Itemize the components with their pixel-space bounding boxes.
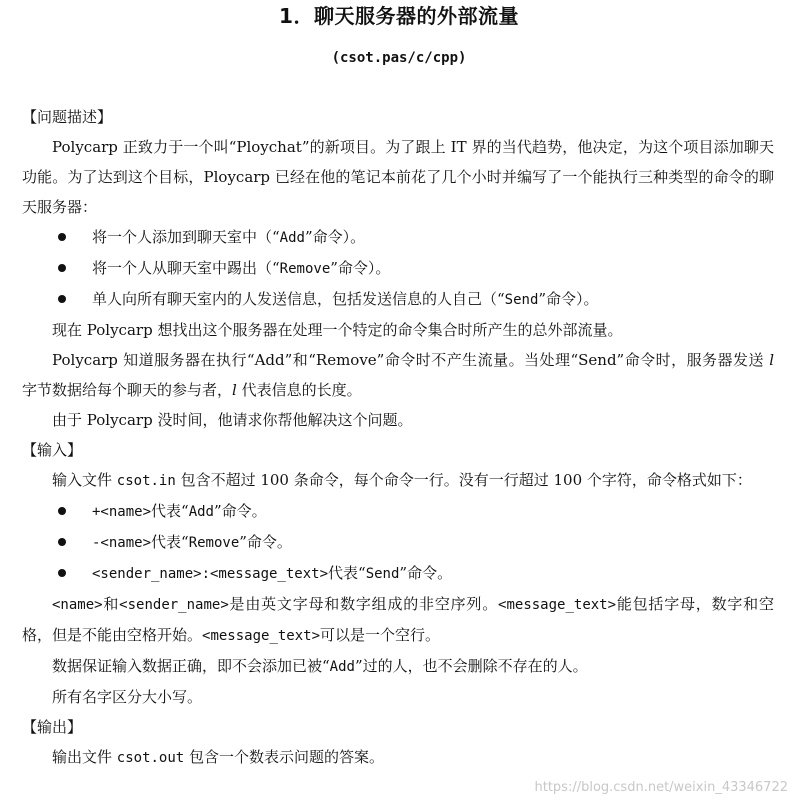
- list-item: [22, 284, 774, 315]
- code-text: <sender_name>:<message_text>: [92, 566, 329, 582]
- code-text: <name>: [52, 597, 103, 613]
- paragraph-text: 包含一个数表示问题的答案。: [184, 748, 384, 766]
- code-text: Remove: [279, 261, 331, 277]
- problem-paragraph-4: 由于 Polycarp 没时间，他请求你帮他解决这个问题。: [52, 411, 413, 429]
- list-item-text: ”命令。: [239, 533, 292, 551]
- list-item-text: 代表“: [151, 533, 189, 551]
- variable-l: l: [232, 381, 237, 399]
- paragraph-text: 是由英文字母和数字组成的非空序列。: [228, 595, 499, 613]
- paragraph-text: 输入文件: [52, 471, 117, 489]
- code-text: Remove: [188, 535, 240, 551]
- list-item-text: ”命令）。: [538, 290, 599, 308]
- paragraph-text: 输出文件: [52, 748, 117, 766]
- paragraph-text: 可以是一个空行。: [320, 626, 441, 644]
- paragraph-text: Polycarp 知道服务器在执行“Add”和“Remove”命令时不产生流量。当处理“Send”命令时，服务器发送: [52, 351, 770, 369]
- list-item-text: 将一个人从聊天室中踢出（“: [92, 259, 280, 277]
- problem-paragraph-2: 现在 Polycarp 想找出这个服务器在处理一个特定的命令集合时所产生的总外部流量。: [52, 321, 623, 339]
- output-file-name: csot.out: [116, 750, 185, 766]
- code-text: Add: [279, 230, 305, 246]
- code-text: Add: [329, 659, 355, 675]
- command-list: [22, 222, 774, 315]
- input-paragraph-2: [22, 589, 774, 651]
- list-item-text: 代表“: [151, 502, 189, 520]
- code-text: <message_text>: [498, 597, 617, 613]
- list-item: [22, 558, 774, 589]
- code-text: Add: [188, 504, 214, 520]
- paragraph-text: 代表信息的长度。: [236, 381, 362, 399]
- code-text: <message_text>: [202, 628, 321, 644]
- watermark: https://blog.csdn.net/weixin_43346722: [534, 780, 788, 795]
- paragraph-text: 数据保证输入数据正确，即不会添加已被“: [52, 657, 330, 675]
- problem-paragraph-1: Polycarp 正致力于一个叫“Ploychat”的新项目。为了跟上 IT 界的当代趋势，他决定，为这个项目添加聊天功能。为了达到这个目标，Ploycarp 已经在他的笔记本前花了几个小时并编写了一个能执行三种类型的命令的聊天服务器：: [22, 138, 774, 216]
- list-item: [22, 222, 774, 253]
- variable-l: l: [769, 351, 774, 369]
- code-text: +<name>: [92, 504, 152, 520]
- list-item-text: ”命令）。: [330, 259, 391, 277]
- problem-paragraph-3: [22, 345, 774, 405]
- list-item: [22, 527, 774, 558]
- output-paragraph-1: [22, 742, 774, 773]
- problem-title: 1．聊天服务器的外部流量: [279, 4, 519, 28]
- input-file-name: csot.in: [116, 473, 176, 489]
- input-heading: 【输入】: [22, 441, 83, 459]
- list-item-text: ”命令。: [399, 564, 453, 582]
- problem-description-heading: 【问题描述】: [22, 108, 113, 126]
- paragraph-text: 字节数据给每个聊天的参与者，: [22, 381, 233, 399]
- input-paragraph-3: [22, 651, 774, 682]
- input-paragraph-1: [22, 465, 774, 496]
- format-list: [22, 496, 774, 589]
- paragraph-text: 包含不超过 100 条命令，每个命令一行。没有一行超过 100 个字符，命令格式如下：: [175, 471, 752, 489]
- list-item: [22, 253, 774, 284]
- paragraph-text: 和: [102, 595, 120, 613]
- list-item-text: 将一个人添加到聊天室中（“: [92, 228, 280, 246]
- code-text: <sender_name>: [119, 597, 229, 613]
- list-item-text: ”命令。: [213, 502, 267, 520]
- output-heading: 【输出】: [22, 718, 83, 736]
- input-paragraph-4: 所有名字区分大小写。: [52, 688, 203, 706]
- list-item-text: ”命令）。: [304, 228, 366, 246]
- problem-subtitle: (csot.pas/c/cpp): [331, 50, 467, 66]
- paragraph-text: 能包括字母，数字和空格，但是不能由空格开始。: [22, 595, 774, 644]
- list-item-text: 单人向所有聊天室内的人发送信息，包括发送信息的人自己（“: [92, 290, 505, 308]
- code-text: Send: [365, 566, 400, 582]
- document-body: [22, 102, 774, 773]
- list-item-text: 代表“: [328, 564, 366, 582]
- code-text: Send: [504, 292, 539, 308]
- list-item: [22, 496, 774, 527]
- code-text: -<name>: [92, 535, 152, 551]
- paragraph-text: ”过的人，也不会删除不存在的人。: [354, 657, 588, 675]
